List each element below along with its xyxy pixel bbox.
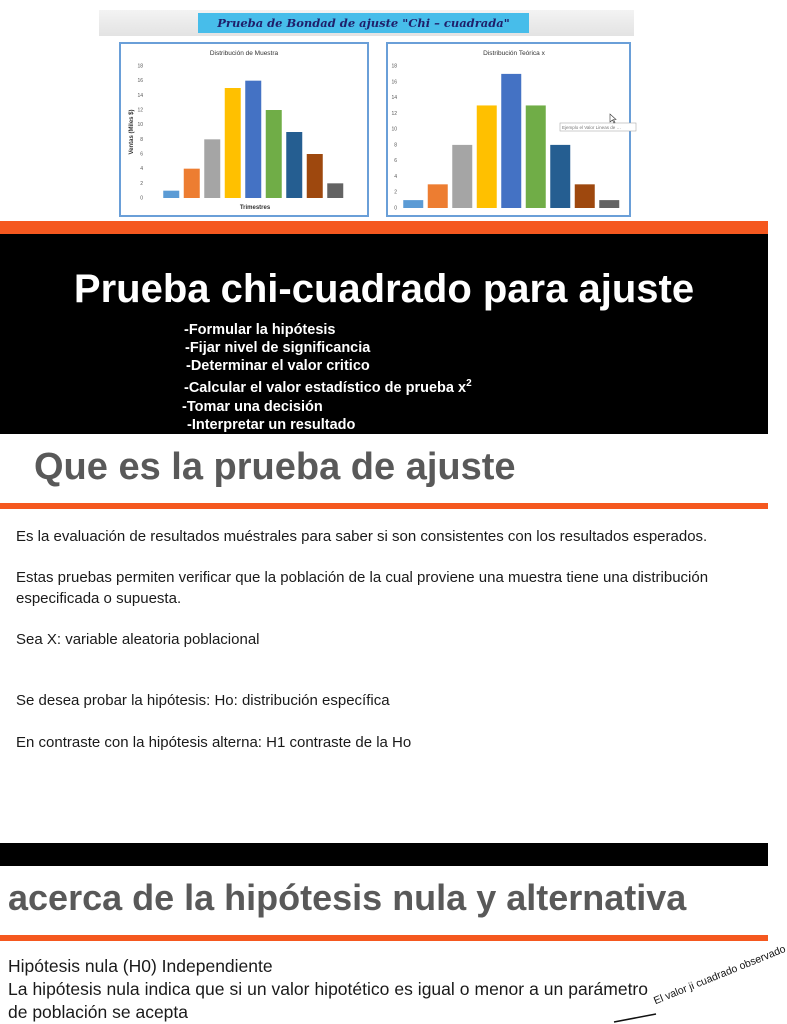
- y-tick-label: 18: [391, 63, 397, 70]
- y-axis-title: Ventas (Miles $): [129, 109, 135, 155]
- y-tick-label: 2: [140, 180, 143, 187]
- step-interpretar: -Interpretar un resultado: [187, 417, 356, 433]
- chi-square-annotation: El valor ji cuadrado observado: [652, 943, 787, 1008]
- y-tick-label: 0: [394, 205, 397, 212]
- x-axis-title: Trimestres: [239, 205, 271, 211]
- y-tick-label: 0: [140, 195, 143, 202]
- bar-8: [307, 154, 323, 198]
- y-tick-label: 12: [137, 107, 143, 114]
- bar-5: [501, 74, 521, 208]
- black-band: [0, 843, 768, 866]
- annotation-arrow-icon: [610, 1008, 660, 1024]
- bar-8: [575, 184, 595, 208]
- bar-7: [286, 132, 302, 198]
- null-hypothesis-title: Hipótesis nula (H0) Independiente: [8, 956, 273, 976]
- y-tick-label: 18: [137, 63, 143, 70]
- paragraph-alternative-hypothesis: En contraste con la hipótesis alterna: H1 contraste de la Ho: [16, 734, 412, 751]
- chart-title: Distribución de Muestra: [209, 50, 279, 57]
- sample-distribution-chart: [119, 42, 369, 217]
- slide-chi-cuadrado: [0, 234, 768, 434]
- step-calcular: [184, 378, 472, 396]
- bar-2: [184, 169, 200, 198]
- superscript-two: 2: [466, 378, 472, 389]
- orange-stripe: [0, 221, 768, 234]
- step-fijar: -Fijar nivel de significancia: [185, 340, 371, 356]
- null-hypothesis-description: La hipótesis nula indica que si un valor hipotético es igual o menor a un parámetro de población se acepta: [8, 979, 648, 1022]
- y-tick-label: 14: [137, 92, 143, 99]
- y-tick-label: 16: [137, 78, 143, 85]
- section-heading-prueba-ajuste: Que es la prueba de ajuste: [34, 446, 516, 488]
- bar-3: [452, 145, 472, 208]
- chart-title: Distribución Teórica x: [483, 50, 545, 57]
- bar-9: [327, 183, 343, 198]
- y-tick-label: 8: [394, 142, 397, 149]
- bar-6: [526, 105, 546, 208]
- banner-title: Prueba de Bondad de ajuste "Chi – cuadrada": [198, 13, 529, 33]
- paragraph-variable: Sea X: variable aleatoria poblacional: [16, 631, 260, 648]
- step-formular: -Formular la hipótesis: [184, 322, 336, 338]
- sample-chart-svg: [121, 44, 367, 215]
- paragraph-null-hypothesis: Se desea probar la hipótesis: Ho: distribución específica: [16, 692, 390, 709]
- orange-divider: [0, 935, 768, 941]
- y-tick-label: 8: [140, 136, 143, 143]
- bar-2: [428, 184, 448, 208]
- bar-3: [204, 139, 220, 198]
- bar-9: [599, 200, 619, 208]
- chart-tooltip: Ejemplo el Valor Lineas de …: [562, 125, 621, 130]
- section-heading-hipotesis: acerca de la hipótesis nula y alternativa: [8, 877, 687, 918]
- y-tick-label: 14: [391, 95, 397, 102]
- banner-title-bar: [99, 10, 634, 36]
- bar-4: [225, 88, 241, 198]
- bar-4: [477, 105, 497, 208]
- y-tick-label: 12: [391, 110, 397, 117]
- y-tick-label: 4: [140, 166, 143, 173]
- step-calcular-text: -Calcular el valor estadístico de prueba x: [184, 379, 467, 396]
- step-tomar: -Tomar una decisión: [182, 399, 323, 415]
- slide-heading: Prueba chi-cuadrado para ajuste: [73, 267, 695, 311]
- y-tick-label: 2: [394, 189, 397, 196]
- orange-divider: [0, 503, 768, 509]
- bar-1: [163, 191, 179, 198]
- bar-1: [403, 200, 423, 208]
- paragraph-definition: Es la evaluación de resultados muéstrales para saber si son consistentes con los resultados esperados.: [16, 528, 708, 545]
- y-tick-label: 6: [394, 158, 397, 165]
- bar-6: [266, 110, 282, 198]
- mouse-cursor-icon: [610, 114, 616, 123]
- bar-5: [245, 81, 261, 198]
- y-tick-label: 4: [394, 173, 397, 180]
- y-tick-label: 10: [137, 122, 143, 129]
- paragraph-verification: Estas pruebas permiten verificar que la población de la cual proviene una muestra tiene una distribución especificada o supuesta.: [16, 569, 709, 607]
- theoretical-distribution-chart: [386, 42, 631, 217]
- y-tick-label: 6: [140, 151, 143, 158]
- step-determinar: -Determinar el valor critico: [186, 358, 370, 374]
- y-tick-label: 10: [391, 126, 397, 133]
- y-tick-label: 16: [391, 79, 397, 86]
- theoretical-chart-svg: [388, 44, 629, 215]
- banner-image: [99, 10, 634, 220]
- bar-7: [550, 145, 570, 208]
